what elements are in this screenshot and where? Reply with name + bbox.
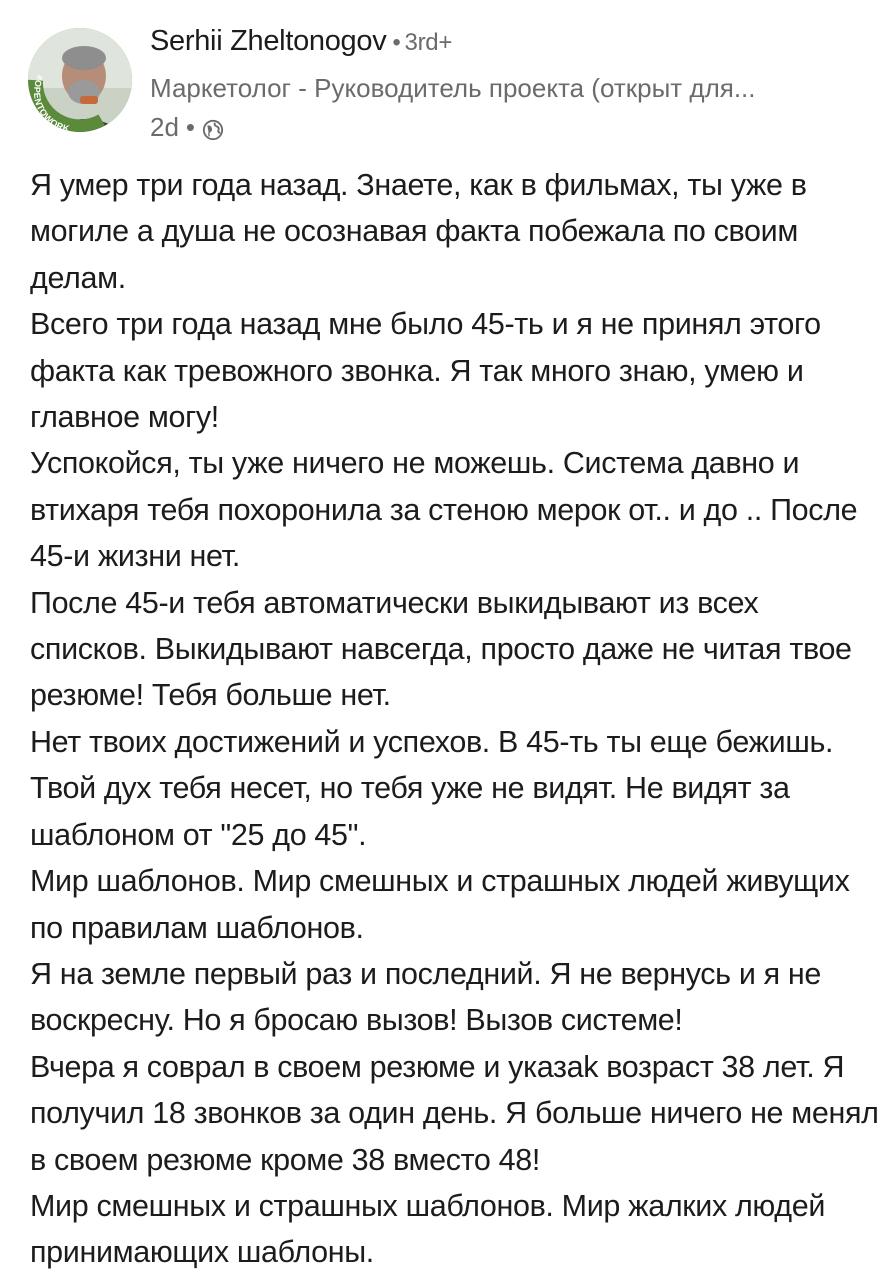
post-paragraph: Вчера я соврал в своем резюме и указаk возраст 38 лет. Я получил 18 звонков за один день. Я больше ничего не менял в своем резюме кроме 38 вместо 48! — [30, 1049, 879, 1177]
post-paragraph: Всего три года назад мне было 45-ть и я не принял этого факта как тревожного звонка. Я так много знаю, умею и главное могу! — [30, 307, 821, 435]
author-headline: Маркетолог - Руководитель проекта (открыт для... — [150, 73, 756, 103]
post-paragraph: Мир шаблонов. Мир смешных и страшных людей живущих по правилам шаблонов. — [30, 864, 850, 945]
post-time: 2d — [150, 112, 179, 142]
post-header — [0, 0, 895, 150]
meta-separator: • — [185, 112, 196, 142]
post-paragraph: Успокойся, ты уже ничего не можешь. Система давно и втихаря тебя похоронила за стеною мерок от.. и до .. После 45-и жизни нет. — [30, 446, 858, 574]
post-body — [30, 162, 880, 1276]
author-name[interactable]: Serhii Zheltonogov — [150, 25, 387, 57]
avatar[interactable] — [28, 28, 132, 132]
post-meta — [150, 111, 224, 143]
post-paragraph: Я на земле первый раз и последний. Я не вернусь и я не воскресну. Но я бросаю вызов! Вызов системе! — [30, 956, 822, 1038]
avatar-image — [28, 28, 132, 132]
connection-degree: 3rd+ — [404, 29, 453, 56]
author-name-line — [150, 24, 452, 60]
post-paragraph: Мир смешных и страшных шаблонов. Мир жалких людей принимающих шаблоны. — [30, 1188, 826, 1270]
globe-icon — [202, 116, 224, 138]
degree-separator: • — [392, 29, 401, 56]
avatar-badge-text: #OPENTOWORK — [31, 73, 71, 132]
post-paragraph: Я умер три года назад. Знаете, как в фильмах, ты уже в могиле а душа не осознавая факта побежала по своим делам. — [30, 168, 807, 295]
post-paragraph: Нет твоих достижений и успехов. В 45-ть ты еще бежишь. Твой дух тебя несет, но тебя уже не видят. Не видят за шаблоном от "25 до 45". — [30, 724, 834, 852]
post-paragraph: После 45-и тебя автоматически выкидывают из всех списков. Выкидывают навсегда, просто даже не читая твое резюме! Тебя больше нет. — [30, 585, 852, 713]
